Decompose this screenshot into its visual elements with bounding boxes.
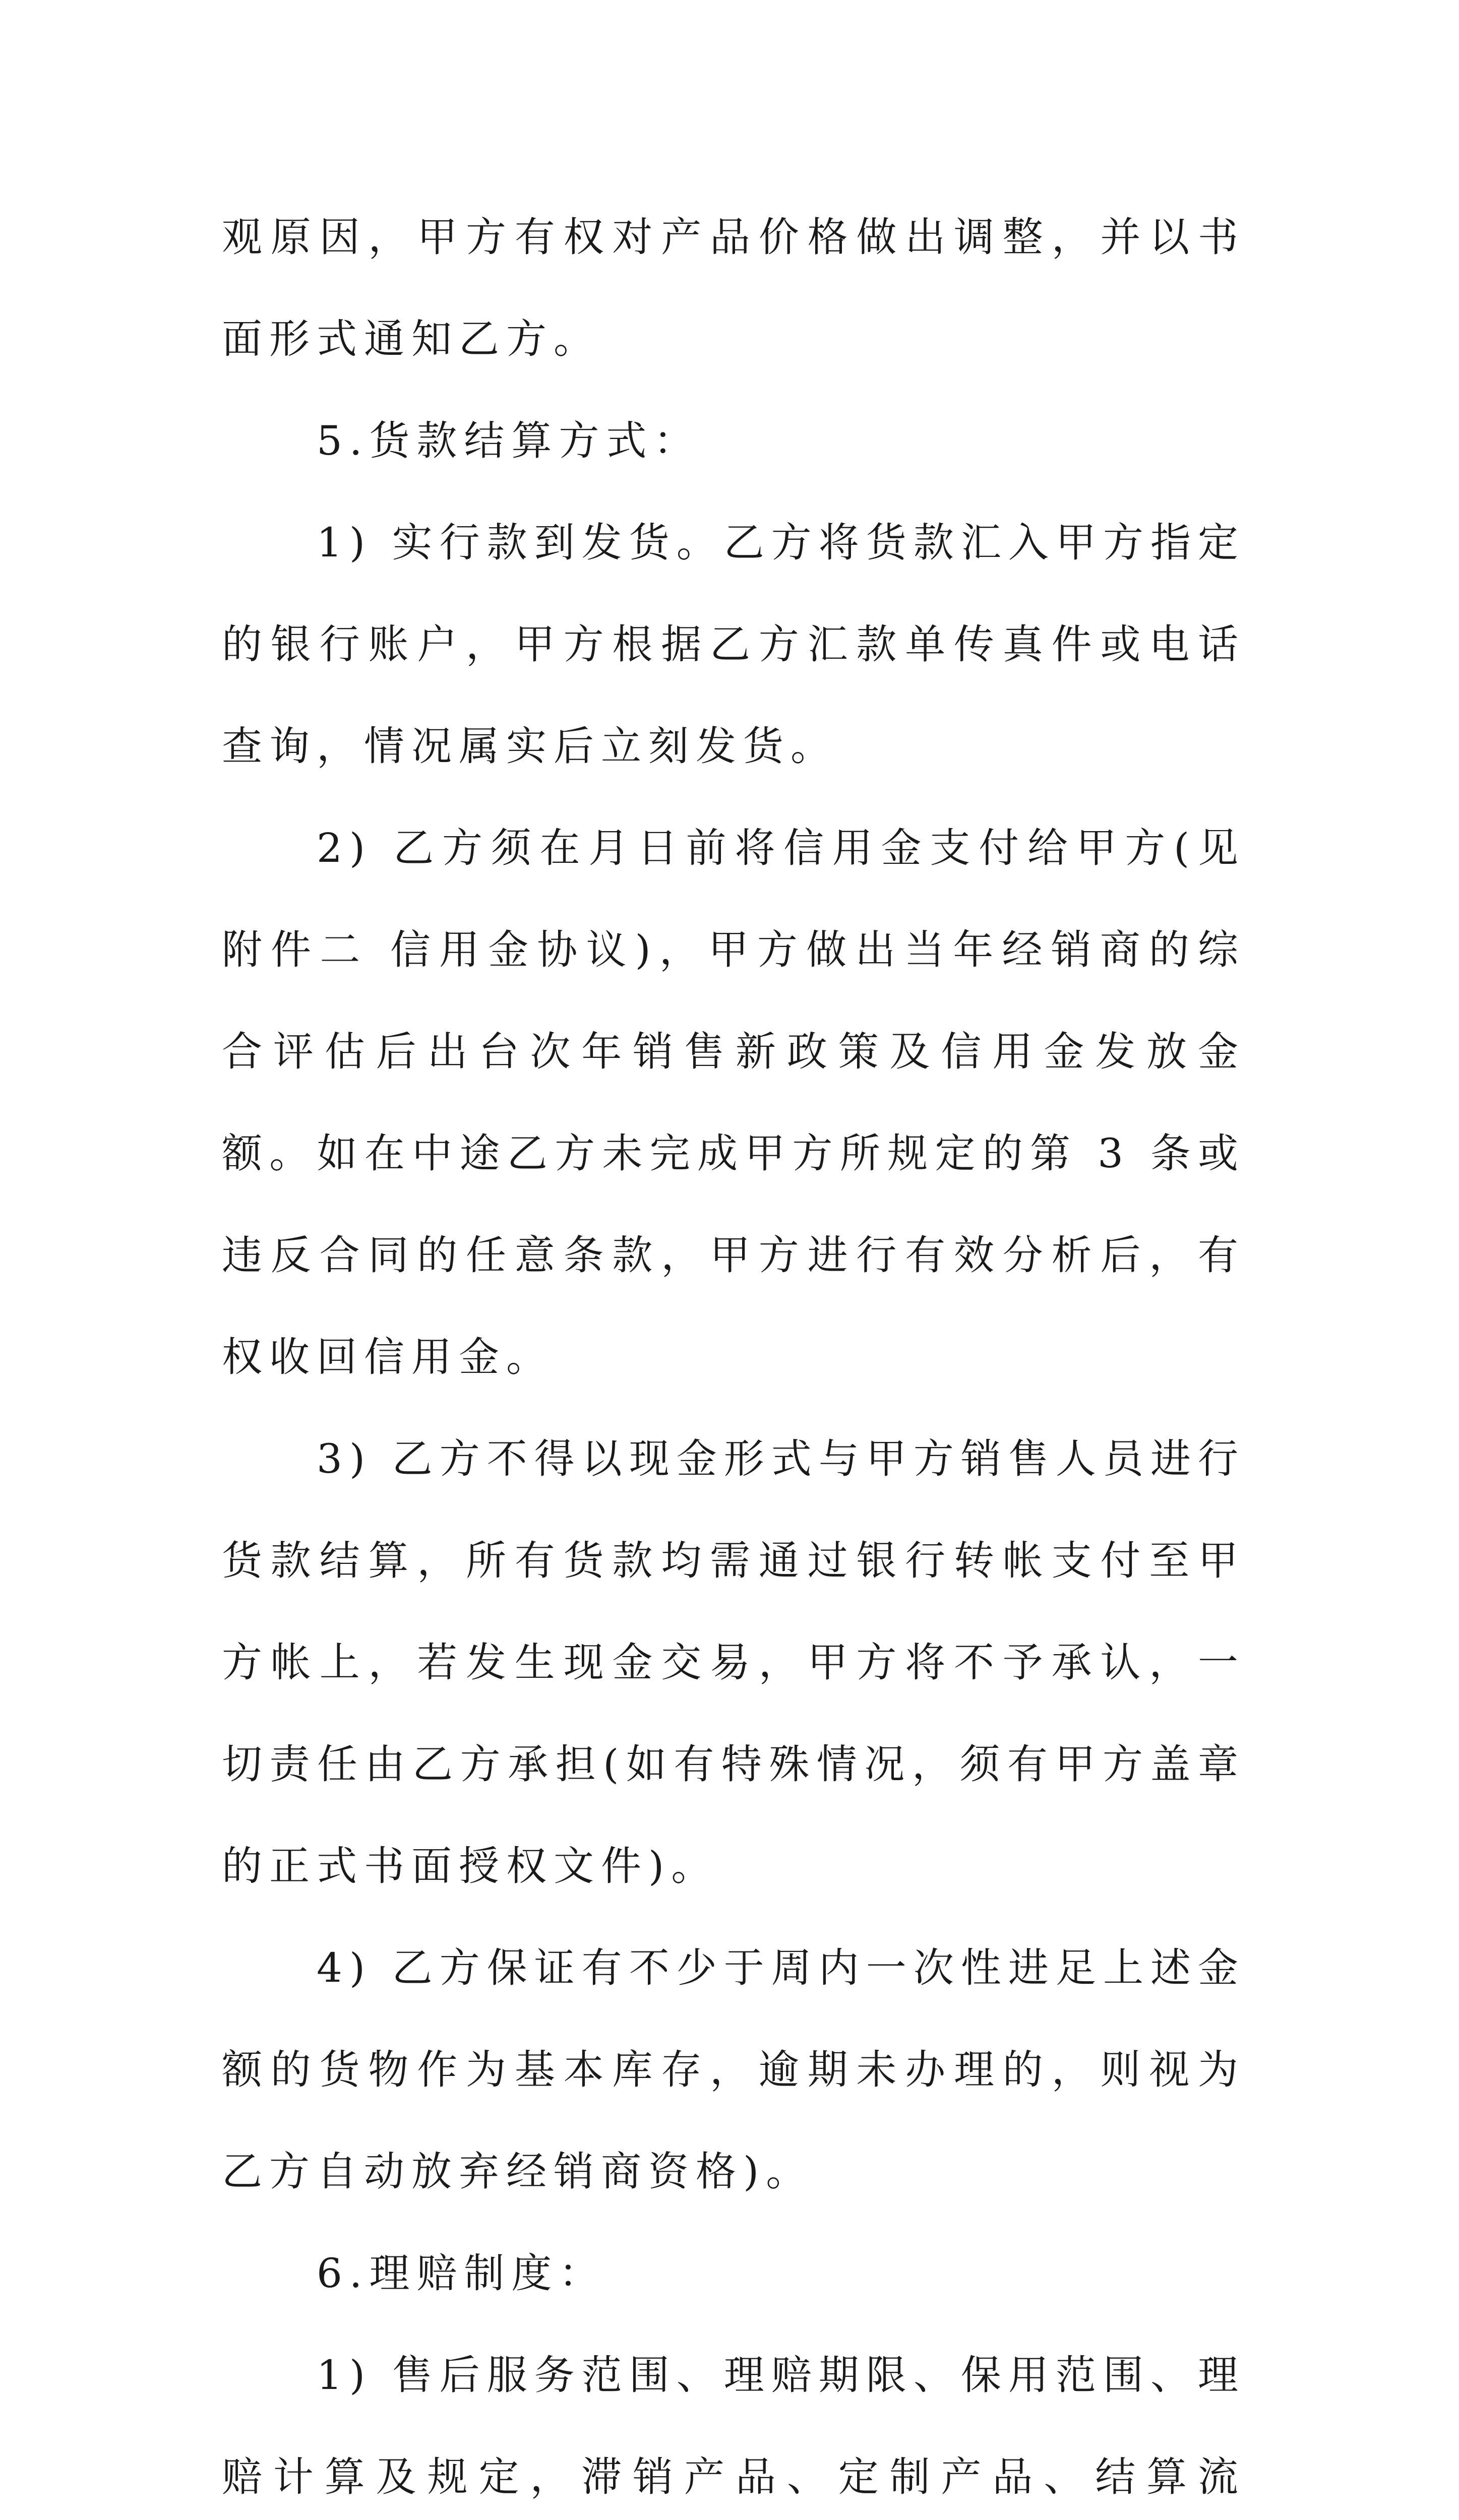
paragraph-claims-1: 1) 售后服务范围、理赔期限、保用范围、理赔计算及规定，滞销产品、定制产品、结算流 bbox=[222, 2352, 1245, 2500]
paragraph-price-adjustment: 观原因，甲方有权对产品价格做出调整，并以书面形式通知乙方。 bbox=[222, 214, 1245, 362]
paragraph-payment-3: 3) 乙方不得以现金形式与甲方销售人员进行货款结算，所有货款均需通过银行转帐支付至甲方帐上，若发生现金交易，甲方将不予承认，一切责任由乙方承担(如有特殊情况，须有甲方盖章的正式书面授权文件)。 bbox=[222, 1435, 1245, 1889]
heading-claims-system: 6.理赔制度： bbox=[317, 2250, 606, 2297]
heading-payment-settlement: 5.货款结算方式： bbox=[317, 417, 701, 464]
document-body bbox=[222, 186, 1245, 2520]
paragraph-payment-4: 4) 乙方保证有不少于周内一次性进足上述金额的货物作为基本库存，逾期未办理的，则视为乙方自动放弃经销商资格)。 bbox=[222, 1944, 1245, 2195]
paragraph-payment-2: 2) 乙方须在月日前将信用金支付给甲方(见附件二 信用金协议)，甲方做出当年经销商的综合评估后出台次年销售新政策及信用金发放金额。如在中途乙方未完成甲方所规定的第 3 条或违反合同的任意条款，甲方进行有效分析后，有权收回信用金。 bbox=[222, 825, 1245, 1380]
paragraph-payment-1: 1) 实行款到发货。乙方将货款汇入甲方指定的银行账户，甲方根据乙方汇款单传真件或电话查询，情况属实后立刻发货。 bbox=[222, 519, 1245, 770]
